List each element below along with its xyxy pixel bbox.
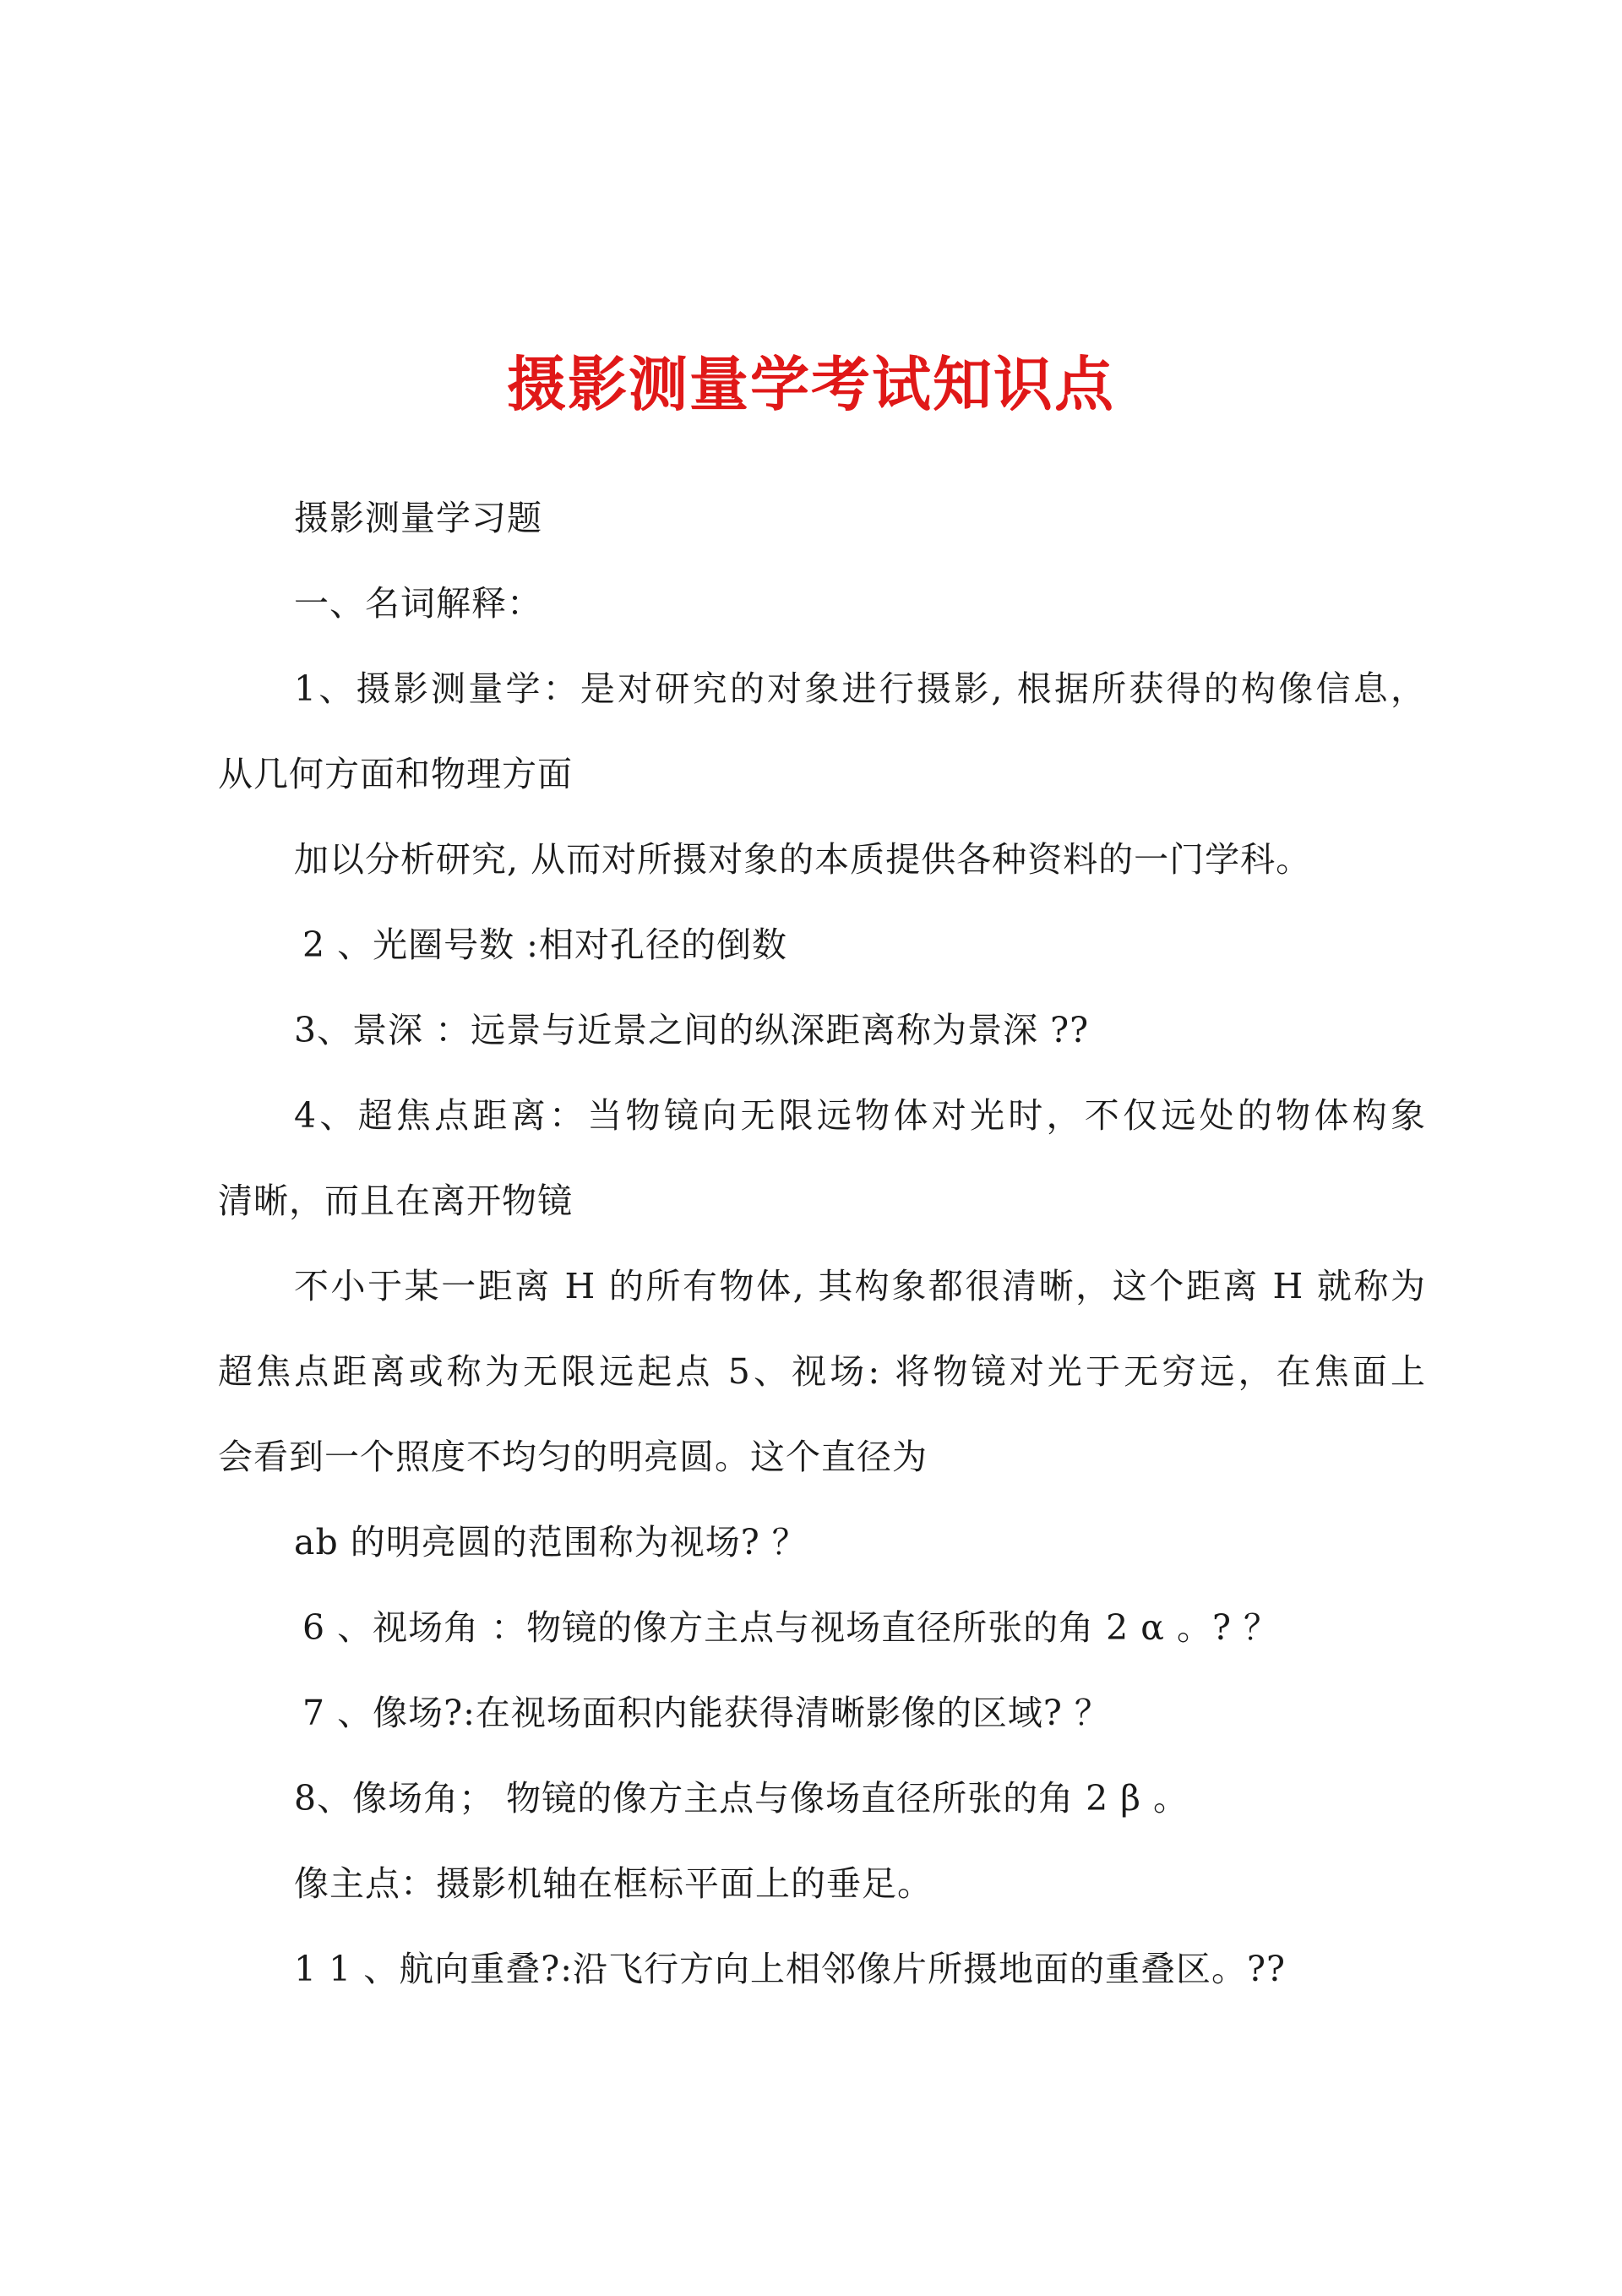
text-line: 摄影测量学习题 bbox=[294, 498, 542, 538]
text-line: 6 、视场角 ：物镜的像方主点与视场直径所张的角 2 α 。? ？ bbox=[302, 1607, 1280, 1648]
text-line: 不小于某一距离 H 的所有物体, 其构象都很清晰，这个距离 H 就称为 bbox=[294, 1266, 1427, 1306]
text-line: 8、像场角； 物镜的像方主点与像场直径所张的角 2 β 。 bbox=[294, 1778, 1189, 1819]
text-line: 超焦点距离或称为无限远起点 5、视场: 将物镜对光于无穷远，在焦面上 bbox=[218, 1351, 1426, 1392]
text-line: 会看到一个照度不均匀的明亮圆。这个直径为 bbox=[218, 1437, 928, 1477]
document-title: 摄影测量学考试知识点 bbox=[507, 349, 1115, 419]
text-line: 1 1 、航向重叠?:沿飞行方向上相邻像片所摄地面的重叠区。?? bbox=[294, 1949, 1286, 1989]
text-line: 一、名词解释： bbox=[294, 583, 542, 624]
text-line: 4、超焦点距离：当物镜向无限远物体对光时，不仅远处的物体构象 bbox=[294, 1095, 1426, 1136]
text-line: 清晰，而且在离开物镜 bbox=[218, 1181, 573, 1221]
text-line: 2 、光圈号数 :相对孔径的倒数 bbox=[302, 924, 787, 965]
document-body bbox=[218, 476, 1426, 2012]
text-line: 7 、像场?:在视场面积内能获得清晰影像的区域? ？ bbox=[302, 1693, 1110, 1733]
text-line: 加以分析研究, 从而对所摄对象的本质提供各种资料的一门学科。 bbox=[294, 839, 1312, 880]
text-line: ab 的明亮圆的范围称为视场? ？ bbox=[294, 1522, 808, 1562]
text-line: 1、摄影测量学：是对研究的对象进行摄影, 根据所获得的构像信息， bbox=[294, 668, 1426, 709]
text-line: 3、景深 ：远景与近景之间的纵深距离称为景深 ?? bbox=[294, 1010, 1090, 1050]
text-line: 像主点：摄影机轴在框标平面上的垂足。 bbox=[294, 1863, 933, 1904]
text-line: 从几何方面和物理方面 bbox=[218, 754, 573, 794]
